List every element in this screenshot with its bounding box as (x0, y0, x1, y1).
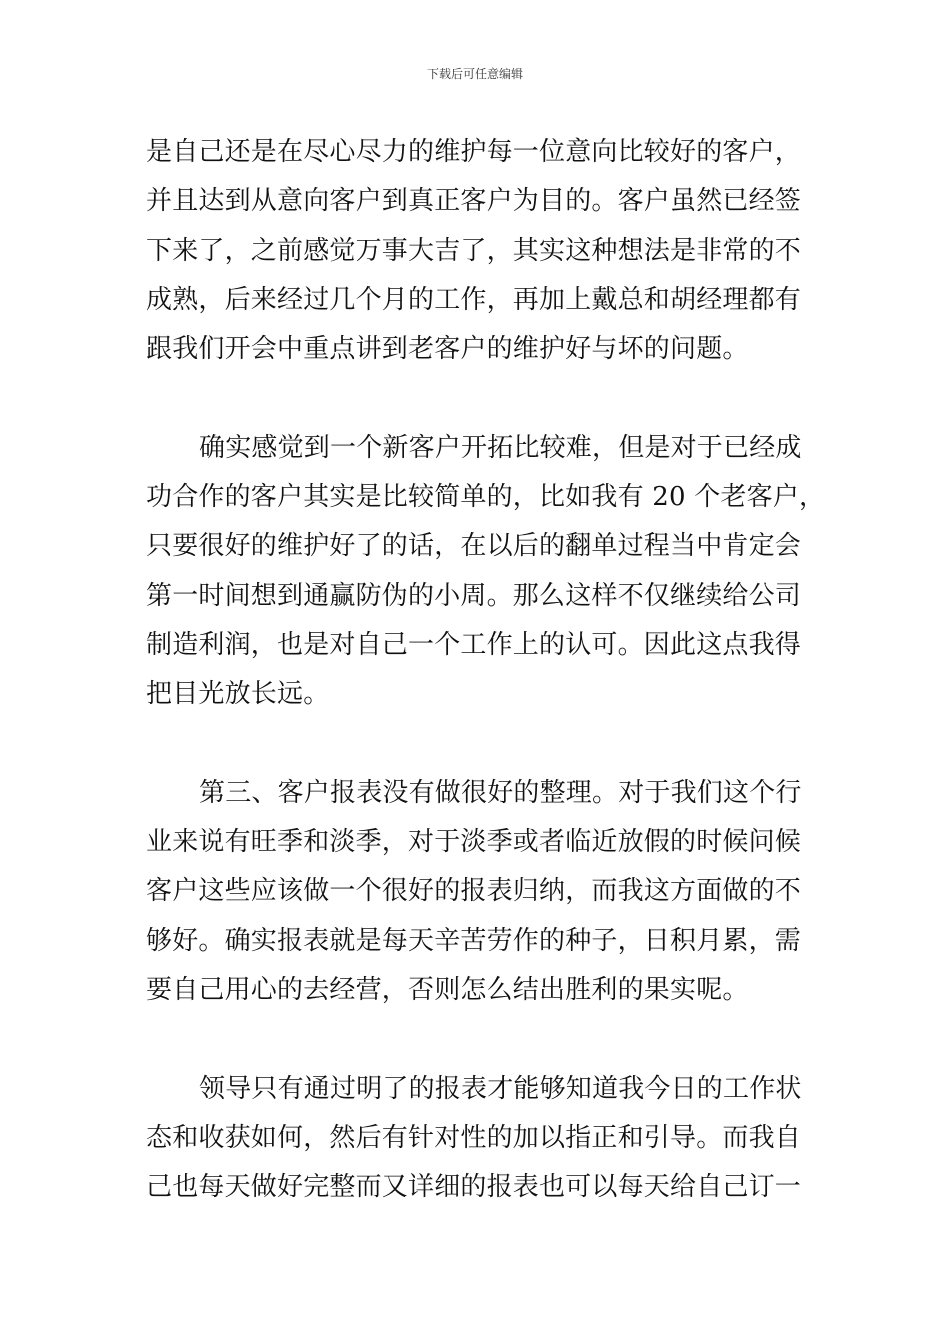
paragraph (146, 424, 826, 720)
text-line: 功合作的客户其实是比较简单的，比如我有 20 个老客户， (146, 482, 826, 513)
paragraph (146, 128, 806, 374)
text-line: 领导只有通过明了的报表才能够知道我今日的工作状 (199, 1073, 802, 1104)
text-line: 第三、客户报表没有做很好的整理。对于我们这个行 (199, 777, 802, 808)
text-line: 成熟，后来经过几个月的工作，再加上戴总和胡经理都有 (146, 284, 802, 315)
text-line: 第一时间想到通赢防伪的小周。那么这样不仅继续给公司 (146, 580, 802, 611)
paragraph (146, 769, 806, 1015)
text-line: 下来了，之前感觉万事大吉了，其实这种想法是非常的不 (146, 235, 802, 266)
text-line: 跟我们开会中重点讲到老客户的维护好与坏的问题。 (146, 334, 749, 365)
text-line: 够好。确实报表就是每天辛苦劳作的种子，日积月累，需 (146, 925, 802, 956)
page-header: 下载后可任意编辑 (426, 67, 523, 81)
text-line: 客户这些应该做一个很好的报表归纳，而我这方面做的不 (146, 876, 802, 907)
text-line: 只要很好的维护好了的话，在以后的翻单过程当中肯定会 (146, 531, 802, 562)
text-line: 并且达到从意向客户到真正客户为目的。客户虽然已经签 (146, 186, 802, 217)
paragraph-spacer (146, 720, 806, 769)
document-body (146, 128, 826, 1213)
paragraph-spacer (146, 1015, 806, 1064)
paragraph-spacer (146, 374, 806, 423)
text-line: 态和收获如何，然后有针对性的加以指正和引导。而我自 (146, 1122, 802, 1153)
text-line: 是自己还是在尽心尽力的维护每一位意向比较好的客户， (146, 137, 802, 167)
text-line: 要自己用心的去经营，否则怎么结出胜利的果实呢。 (146, 975, 749, 1006)
text-line: 确实感觉到一个新客户开拓比较难，但是对于已经成 (199, 432, 802, 463)
paragraph (146, 1065, 806, 1213)
text-line: 业来说有旺季和淡季，对于淡季或者临近放假的时候问候 (146, 827, 802, 858)
text-line: 把目光放长远。 (146, 679, 330, 710)
text-line: 制造利润，也是对自己一个工作上的认可。因此这点我得 (146, 629, 802, 660)
text-line: 己也每天做好完整而又详细的报表也可以每天给自己订一 (146, 1172, 802, 1203)
